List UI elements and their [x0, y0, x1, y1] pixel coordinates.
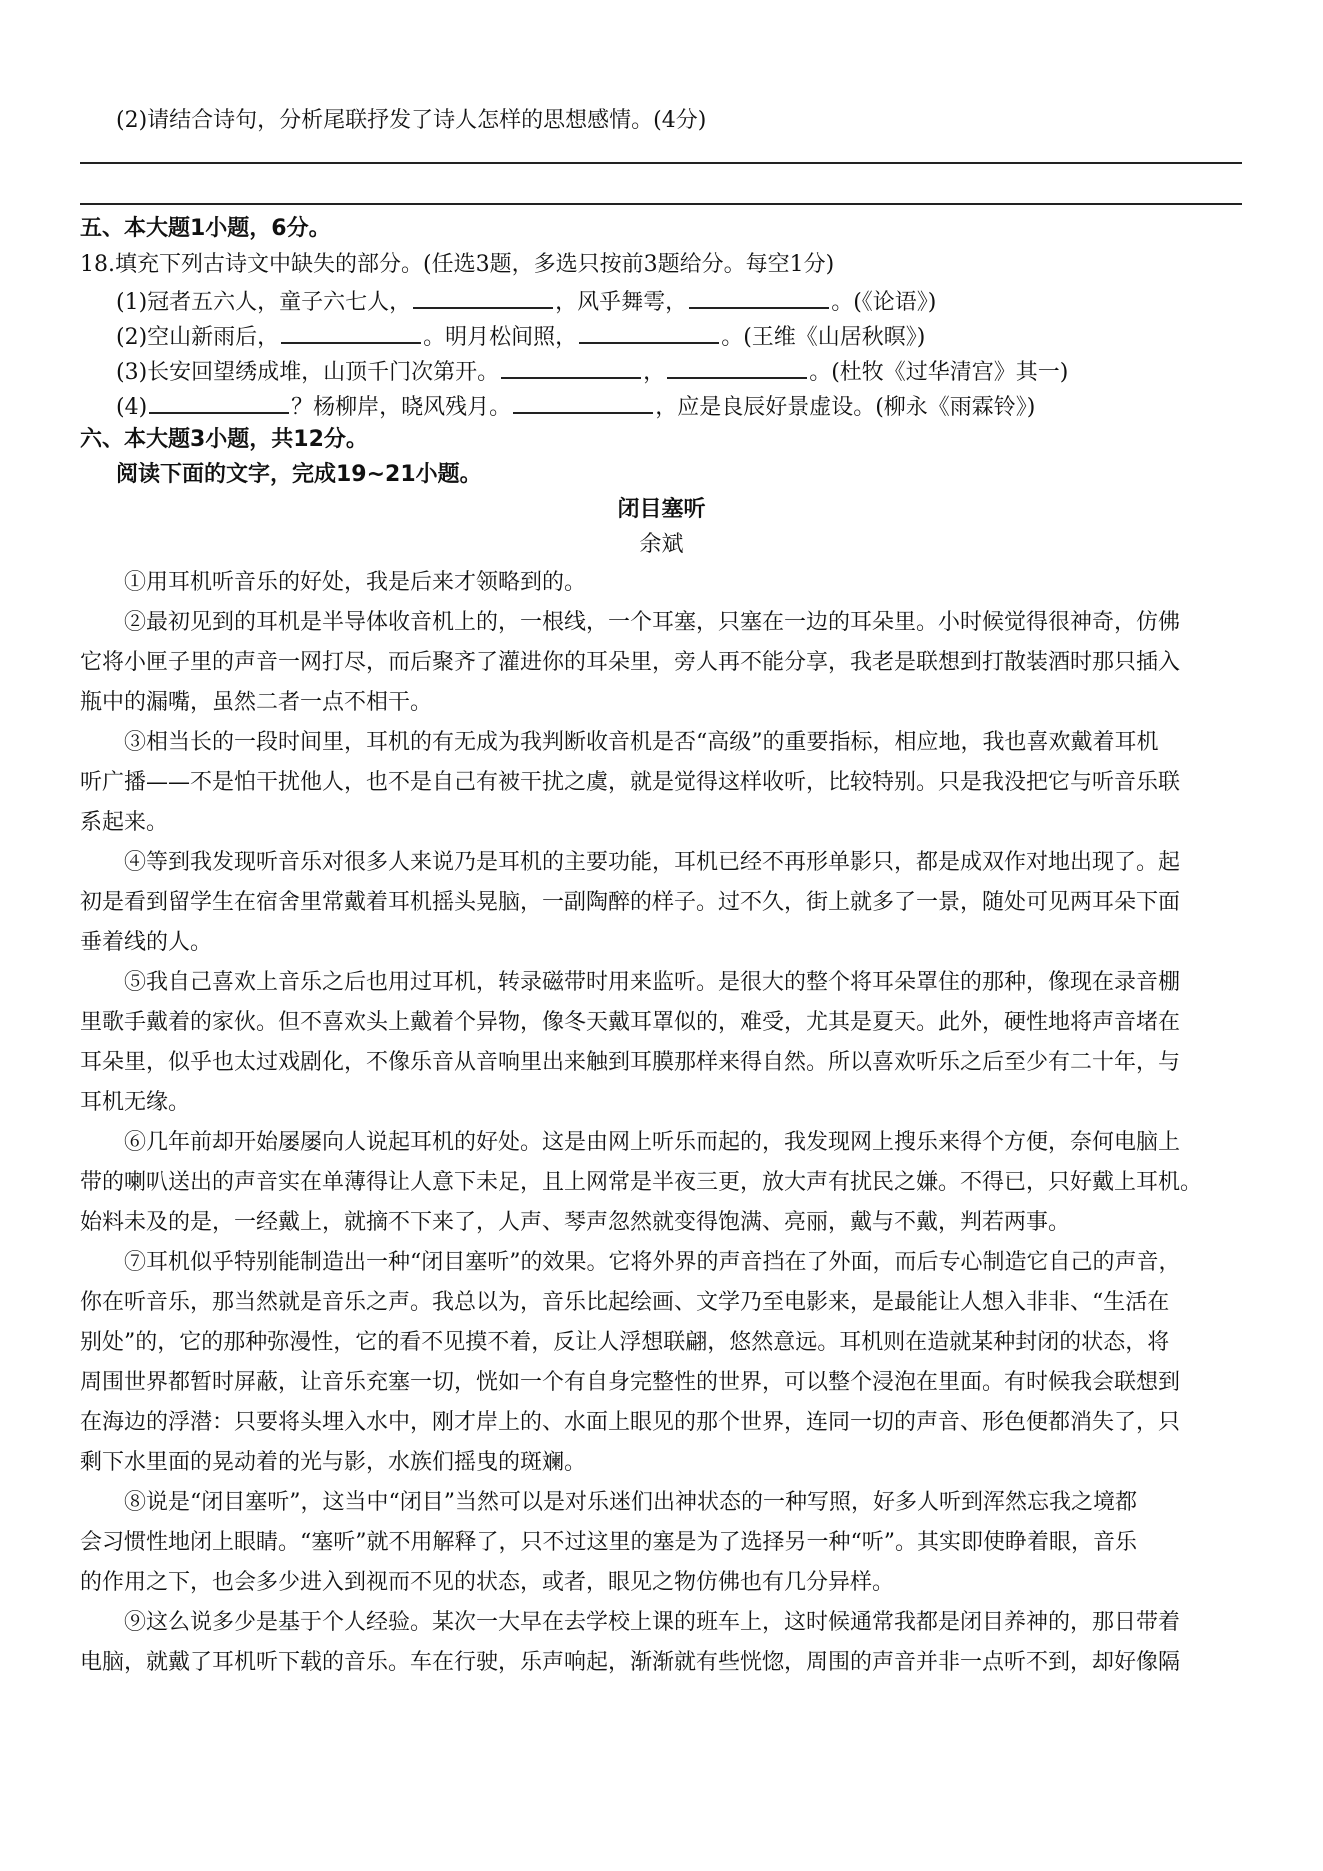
article-paragraph-line: ③相当长的一段时间里，耳机的有无成为我判断收音机是否“高级”的重要指标，相应地，我也喜欢戴着耳机: [124, 730, 1159, 755]
fill-blank[interactable]: [501, 355, 641, 379]
article-paragraph-line: 带的喇叭送出的声音实在单薄得让人意下未足，且上网常是半夜三更，放大声有扰民之嫌。不得已，只好戴上耳机。: [80, 1170, 1203, 1195]
article-paragraph-line: 的作用之下，也会多少进入到视而不见的状态，或者，眼见之物仿佛也有几分异样。: [80, 1570, 895, 1595]
article-paragraph-line: 周围世界都暂时屏蔽，让音乐充塞一切，恍如一个有自身完整性的世界，可以整个浸泡在里面。有时候我会联想到: [80, 1370, 1181, 1395]
article-paragraph-line: 初是看到留学生在宿舍里常戴着耳机摇头晃脑，一副陶醉的样子。过不久，街上就多了一景，随处可见两耳朵下面: [80, 890, 1181, 915]
fill-blank[interactable]: [689, 285, 829, 309]
article-title: 闭目塞听: [617, 497, 706, 522]
article-paragraph-line: 耳机无缘。: [80, 1090, 191, 1115]
article-paragraph-line: 剩下水里面的晃动着的光与影，水族们摇曳的斑斓。: [80, 1450, 587, 1475]
section-6-heading: 六、本大题3小题，共12分。: [80, 427, 368, 452]
article-paragraph-line: ⑤我自己喜欢上音乐之后也用过耳机，转录磁带时用来监听。是很大的整个将耳朵罩住的那种，像现在录音棚: [124, 970, 1181, 995]
article-paragraph-line: 在海边的浮潜：只要将头埋入水中，刚才岸上的、水面上眼见的那个世界，连同一切的声音、形色便都消失了，只: [80, 1410, 1181, 1435]
article-paragraph-line: 别处”的，它的那种弥漫性，它的看不见摸不着，反让人浮想联翩，悠然意远。耳机则在造就某种封闭的状态，将: [80, 1330, 1170, 1355]
article-body: [80, 563, 1242, 1683]
article-paragraph-line: 听广播——不是怕干扰他人，也不是自己有被干扰之虞，就是觉得这样收听，比较特别。只是我没把它与听音乐联: [80, 770, 1181, 795]
question-18-item-4: (4) ？杨柳岸，晓风残月。 ，应是良辰好景虚设。(柳永《雨霖铃》): [116, 390, 1035, 423]
reading-intro: 阅读下面的文字，完成19~21小题。: [116, 462, 482, 487]
question-17-2: (2)请结合诗句，分析尾联抒发了诗人怎样的思想感情。(4分): [116, 108, 707, 133]
fill-blank[interactable]: [579, 320, 719, 344]
article-paragraph-line: ④等到我发现听音乐对很多人来说乃是耳机的主要功能，耳机已经不再形单影只，都是成双作对地出现了。起: [124, 850, 1181, 875]
question-18-item-3: (3)长安回望绣成堆，山顶千门次第开。 ， 。(杜牧《过华清宫》其一): [116, 355, 1068, 388]
article-paragraph-line: 会习惯性地闭上眼睛。“塞听”就不用解释了，只不过这里的塞是为了选择另一种“听”。其实即使睁着眼，音乐: [80, 1530, 1137, 1555]
article-paragraph-line: ⑥几年前却开始屡屡向人说起耳机的好处。这是由网上听乐而起的，我发现网上搜乐来得个方便，奈何电脑上: [124, 1130, 1181, 1155]
article-paragraph-line: 始料未及的是，一经戴上，就摘不下来了，人声、琴声忽然就变得饱满、亮丽，戴与不戴，判若两事。: [80, 1210, 1071, 1235]
fill-blank[interactable]: [667, 355, 807, 379]
article-paragraph-line: ⑨这么说多少是基于个人经验。某次一大早在去学校上课的班车上，这时候通常我都是闭目养神的，那日带着: [124, 1610, 1181, 1635]
answer-line-2: [80, 203, 1242, 205]
question-18-item-2: (2)空山新雨后， 。明月松间照， 。(王维《山居秋暝》): [116, 320, 925, 353]
article-paragraph-line: 垂着线的人。: [80, 930, 213, 955]
answer-line-1: [80, 162, 1242, 164]
article-paragraph-line: 耳朵里，似乎也太过戏剧化，不像乐音从音响里出来触到耳膜那样来得自然。所以喜欢听乐之后至少有二十年，与: [80, 1050, 1181, 1075]
fill-blank[interactable]: [413, 285, 553, 309]
fill-blank[interactable]: [149, 390, 289, 414]
article-paragraph-line: 它将小匣子里的声音一网打尽，而后聚齐了灌进你的耳朵里，旁人再不能分享，我老是联想到打散装酒时那只插入: [80, 650, 1181, 675]
article-paragraph-line: 里歌手戴着的家伙。但不喜欢头上戴着个异物，像冬天戴耳罩似的，难受，尤其是夏天。此外，硬性地将声音堵在: [80, 1010, 1181, 1035]
article-paragraph-line: 你在听音乐，那当然就是音乐之声。我总以为，音乐比起绘画、文学乃至电影来，是最能让人想入非非、“生活在: [80, 1290, 1170, 1315]
article-paragraph-line: ①用耳机听音乐的好处，我是后来才领略到的。: [124, 570, 587, 595]
fill-blank[interactable]: [281, 320, 421, 344]
article-paragraph-line: ⑧说是“闭目塞听”，这当中“闭目”当然可以是对乐迷们出神状态的一种写照，好多人听到浑然忘我之境都: [124, 1490, 1137, 1515]
section-5-heading: 五、本大题1小题，6分。: [80, 216, 331, 241]
article-author: 余斌: [639, 532, 684, 557]
fill-blank[interactable]: [513, 390, 653, 414]
article-paragraph-line: ②最初见到的耳机是半导体收音机上的，一根线，一个耳塞，只塞在一边的耳朵里。小时候觉得很神奇，仿佛: [124, 610, 1181, 635]
article-paragraph-line: 系起来。: [80, 810, 169, 835]
article-paragraph-line: ⑦耳机似乎特别能制造出一种“闭目塞听”的效果。它将外界的声音挡在了外面，而后专心制造它自己的声音，: [124, 1250, 1181, 1275]
question-18-item-1: (1)冠者五六人，童子六七人， ，风乎舞雩， 。(《论语》): [116, 285, 936, 318]
article-paragraph-line: 电脑，就戴了耳机听下载的音乐。车在行驶，乐声响起，渐渐就有些恍惚，周围的声音并非一点听不到，却好像隔: [80, 1650, 1181, 1675]
question-18-stem: 18.填充下列古诗文中缺失的部分。(任选3题，多选只按前3题给分。每空1分): [80, 252, 835, 277]
article-paragraph-line: 瓶中的漏嘴，虽然二者一点不相干。: [80, 690, 433, 715]
